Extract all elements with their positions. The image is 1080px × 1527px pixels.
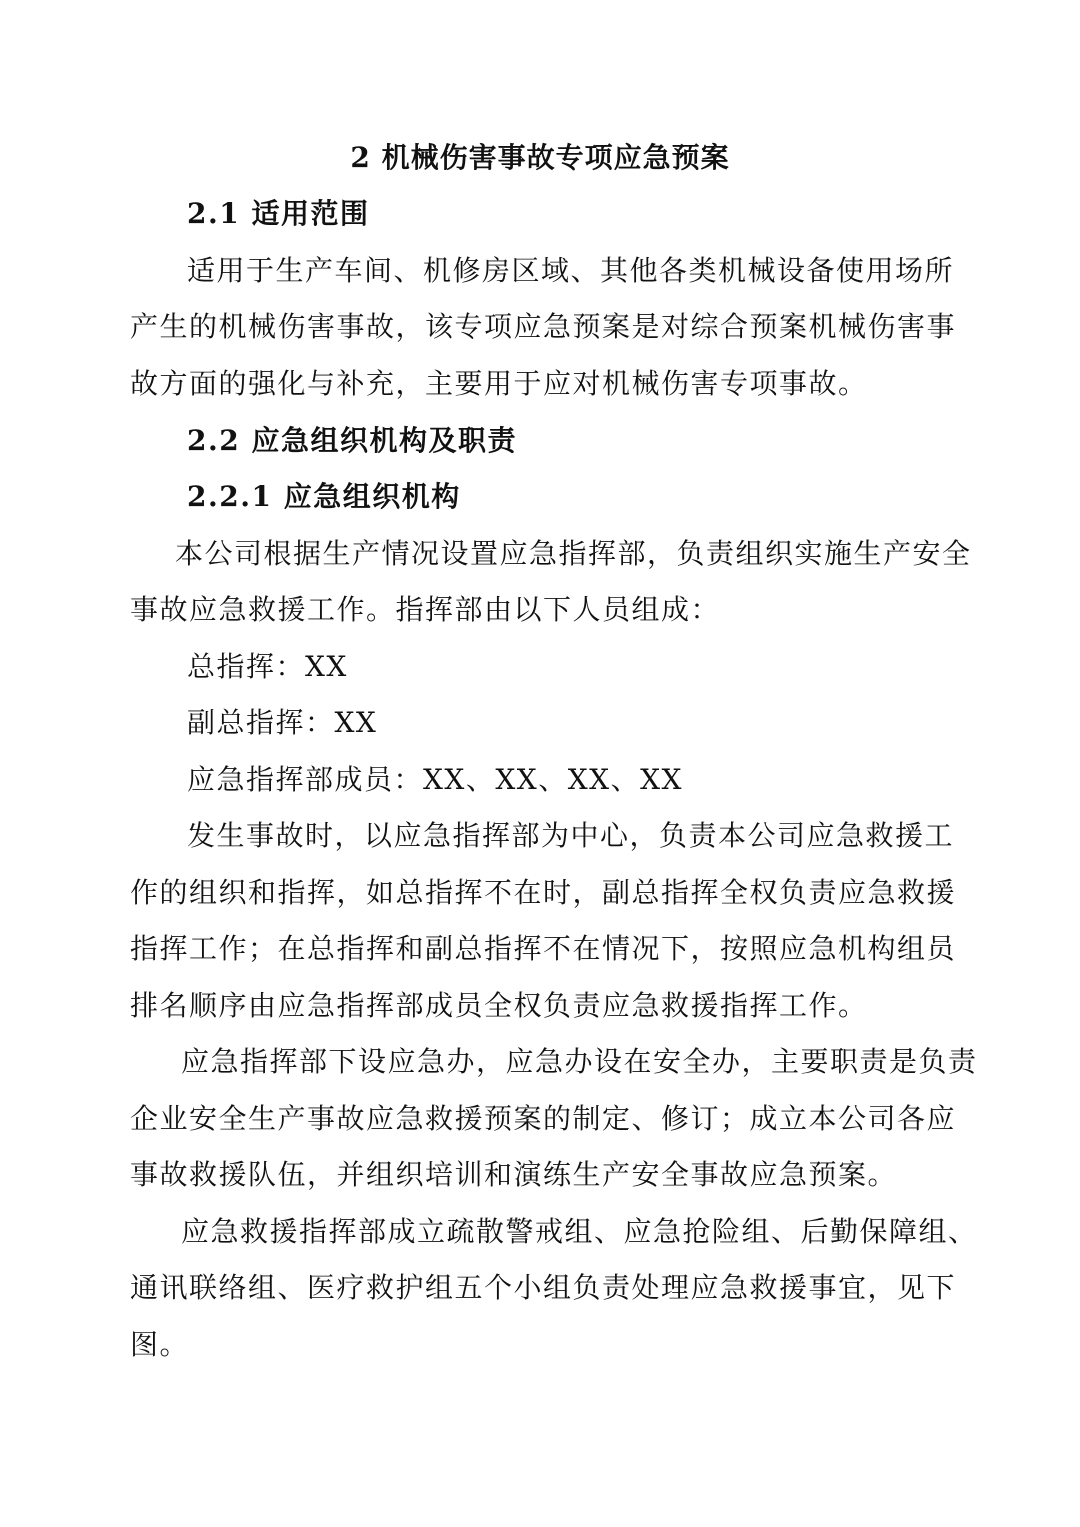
paragraph-line: 排名顺序由应急指挥部成员全权负责应急救援指挥工作。 [130,989,868,1022]
paragraph-line: 应急指挥部下设应急办，应急办设在安全办，主要职责是负责 [181,1045,978,1078]
paragraph-line: 通讯联络组、医疗救护组五个小组负责处理应急救援事宜，见下 [130,1271,957,1304]
paragraph-line: 故方面的强化与补充，主要用于应对机械伤害专项事故。 [130,367,868,400]
members-line: 应急指挥部成员：XX、XX、XX、XX [187,763,683,796]
paragraph-line: 作的组织和指挥，如总指挥不在时，副总指挥全权负责应急救援 [130,876,957,909]
paragraph-line: 发生事故时，以应急指挥部为中心，负责本公司应急救援工 [187,819,955,852]
paragraph-line: 企业安全生产事故应急救援预案的制定、修订；成立本公司各应 [130,1102,957,1135]
commander-line: 总指挥：XX [187,650,348,683]
paragraph-line: 适用于生产车间、机修房区域、其他各类机械设备使用场所 [187,254,955,287]
paragraph-line: 指挥工作；在总指挥和副总指挥不在情况下，按照应急机构组员 [130,932,957,965]
section-heading-2-1: 2.1 适用范围 [187,197,370,230]
paragraph-line: 产生的机械伤害事故，该专项应急预案是对综合预案机械伤害事 [130,310,957,343]
deputy-commander-line: 副总指挥：XX [187,706,378,739]
paragraph-line: 图。 [130,1328,190,1361]
paragraph-line: 本公司根据生产情况设置应急指挥部，负责组织实施生产安全 [175,537,972,570]
paragraph-line: 事故救援队伍，并组织培训和演练生产安全事故应急预案。 [130,1158,898,1191]
paragraph-line: 事故应急救援工作。指挥部由以下人员组成： [130,593,721,626]
paragraph-line: 应急救援指挥部成立疏散警戒组、应急抢险组、后勤保障组、 [181,1215,978,1248]
section-heading-2-2-1: 2.2.1 应急组织机构 [187,480,461,513]
document-title: 2 机械伤害事故专项应急预案 [350,141,730,174]
section-heading-2-2: 2.2 应急组织机构及职责 [187,424,517,457]
